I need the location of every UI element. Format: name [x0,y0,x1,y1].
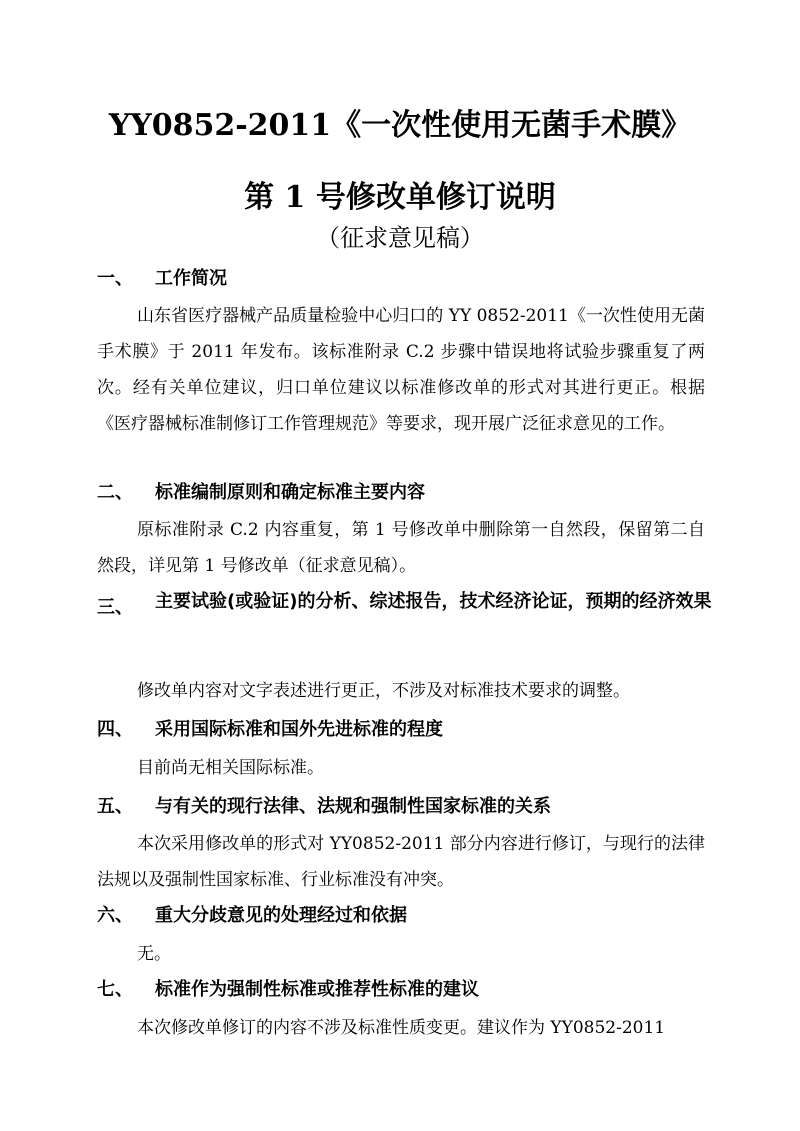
section-body-1: 山东省医疗器械产品质量检验中心归口的 YY 0852-2011《一次性使用无菌手术膜》于 2011 年发布。该标准附录 C.2 步骤中错误地将试验步骤重复了两次。经有关单位建议，归口单位建议以标准修改单的形式对其进行更正。根据《医疗器械标准制修订工作管理规范》等要求，现开展广泛征求意见的工作。 [97,306,705,434]
section-number: 三、 [97,597,133,618]
section-body-7: 本次修改单修订的内容不涉及标准性质变更。建议作为 YY0852-2011 [137,1018,666,1038]
section-heading-text: 标准作为强制性标准或推荐性标准的建议 [155,979,479,1000]
section-body-5: 本次采用修改单的形式对 YY0852-2011 部分内容进行修订，与现行的法律法规以及强制性国家标准、行业标准没有冲突。 [97,834,705,890]
section-number: 七、 [97,979,133,1000]
section-number: 一、 [97,268,133,289]
section-heading-text: 重大分歧意见的处理经过和依据 [155,905,407,926]
section-heading-text: 标准编制原则和确定标准主要内容 [155,482,425,503]
section-heading-4 [97,715,443,741]
section-heading-text: 主要试验(或验证)的分析、综述报告，技术经济论证，预期的经济效果 [155,591,712,612]
section-number: 六、 [97,905,133,926]
section-heading-3 [97,593,760,621]
section-heading-text: 采用国际标准和国外先进标准的程度 [155,719,443,740]
section-heading-6 [97,901,407,927]
document-subtitle: （征求意见稿） [316,224,484,252]
section-number: 五、 [97,796,133,817]
section-body-6: 无。 [137,944,171,964]
section-body-4: 目前尚无相关国际标准。 [137,758,324,778]
section-body-2: 原标准附录 C.2 内容重复，第 1 号修改单中删除第一自然段，保留第二自然段，详见第 1 号修改单（征求意见稿）。 [97,520,705,576]
section-heading-1 [97,264,227,290]
section-heading-2 [97,478,425,504]
section-heading-text: 工作简况 [155,268,227,289]
document-title-line2: 第 1 号修改单修订说明 [244,180,556,215]
section-number: 四、 [97,719,133,740]
section-body-3: 修改单内容对文字表述进行更正，不涉及对标准技术要求的调整。 [137,681,630,701]
document-title: YY0852-2011《一次性使用无菌手术膜》 [108,108,692,143]
section-number: 二、 [97,482,133,503]
section-heading-5 [97,792,551,818]
section-heading-text: 与有关的现行法律、法规和强制性国家标准的关系 [155,796,551,817]
section-heading-7 [97,975,479,1001]
